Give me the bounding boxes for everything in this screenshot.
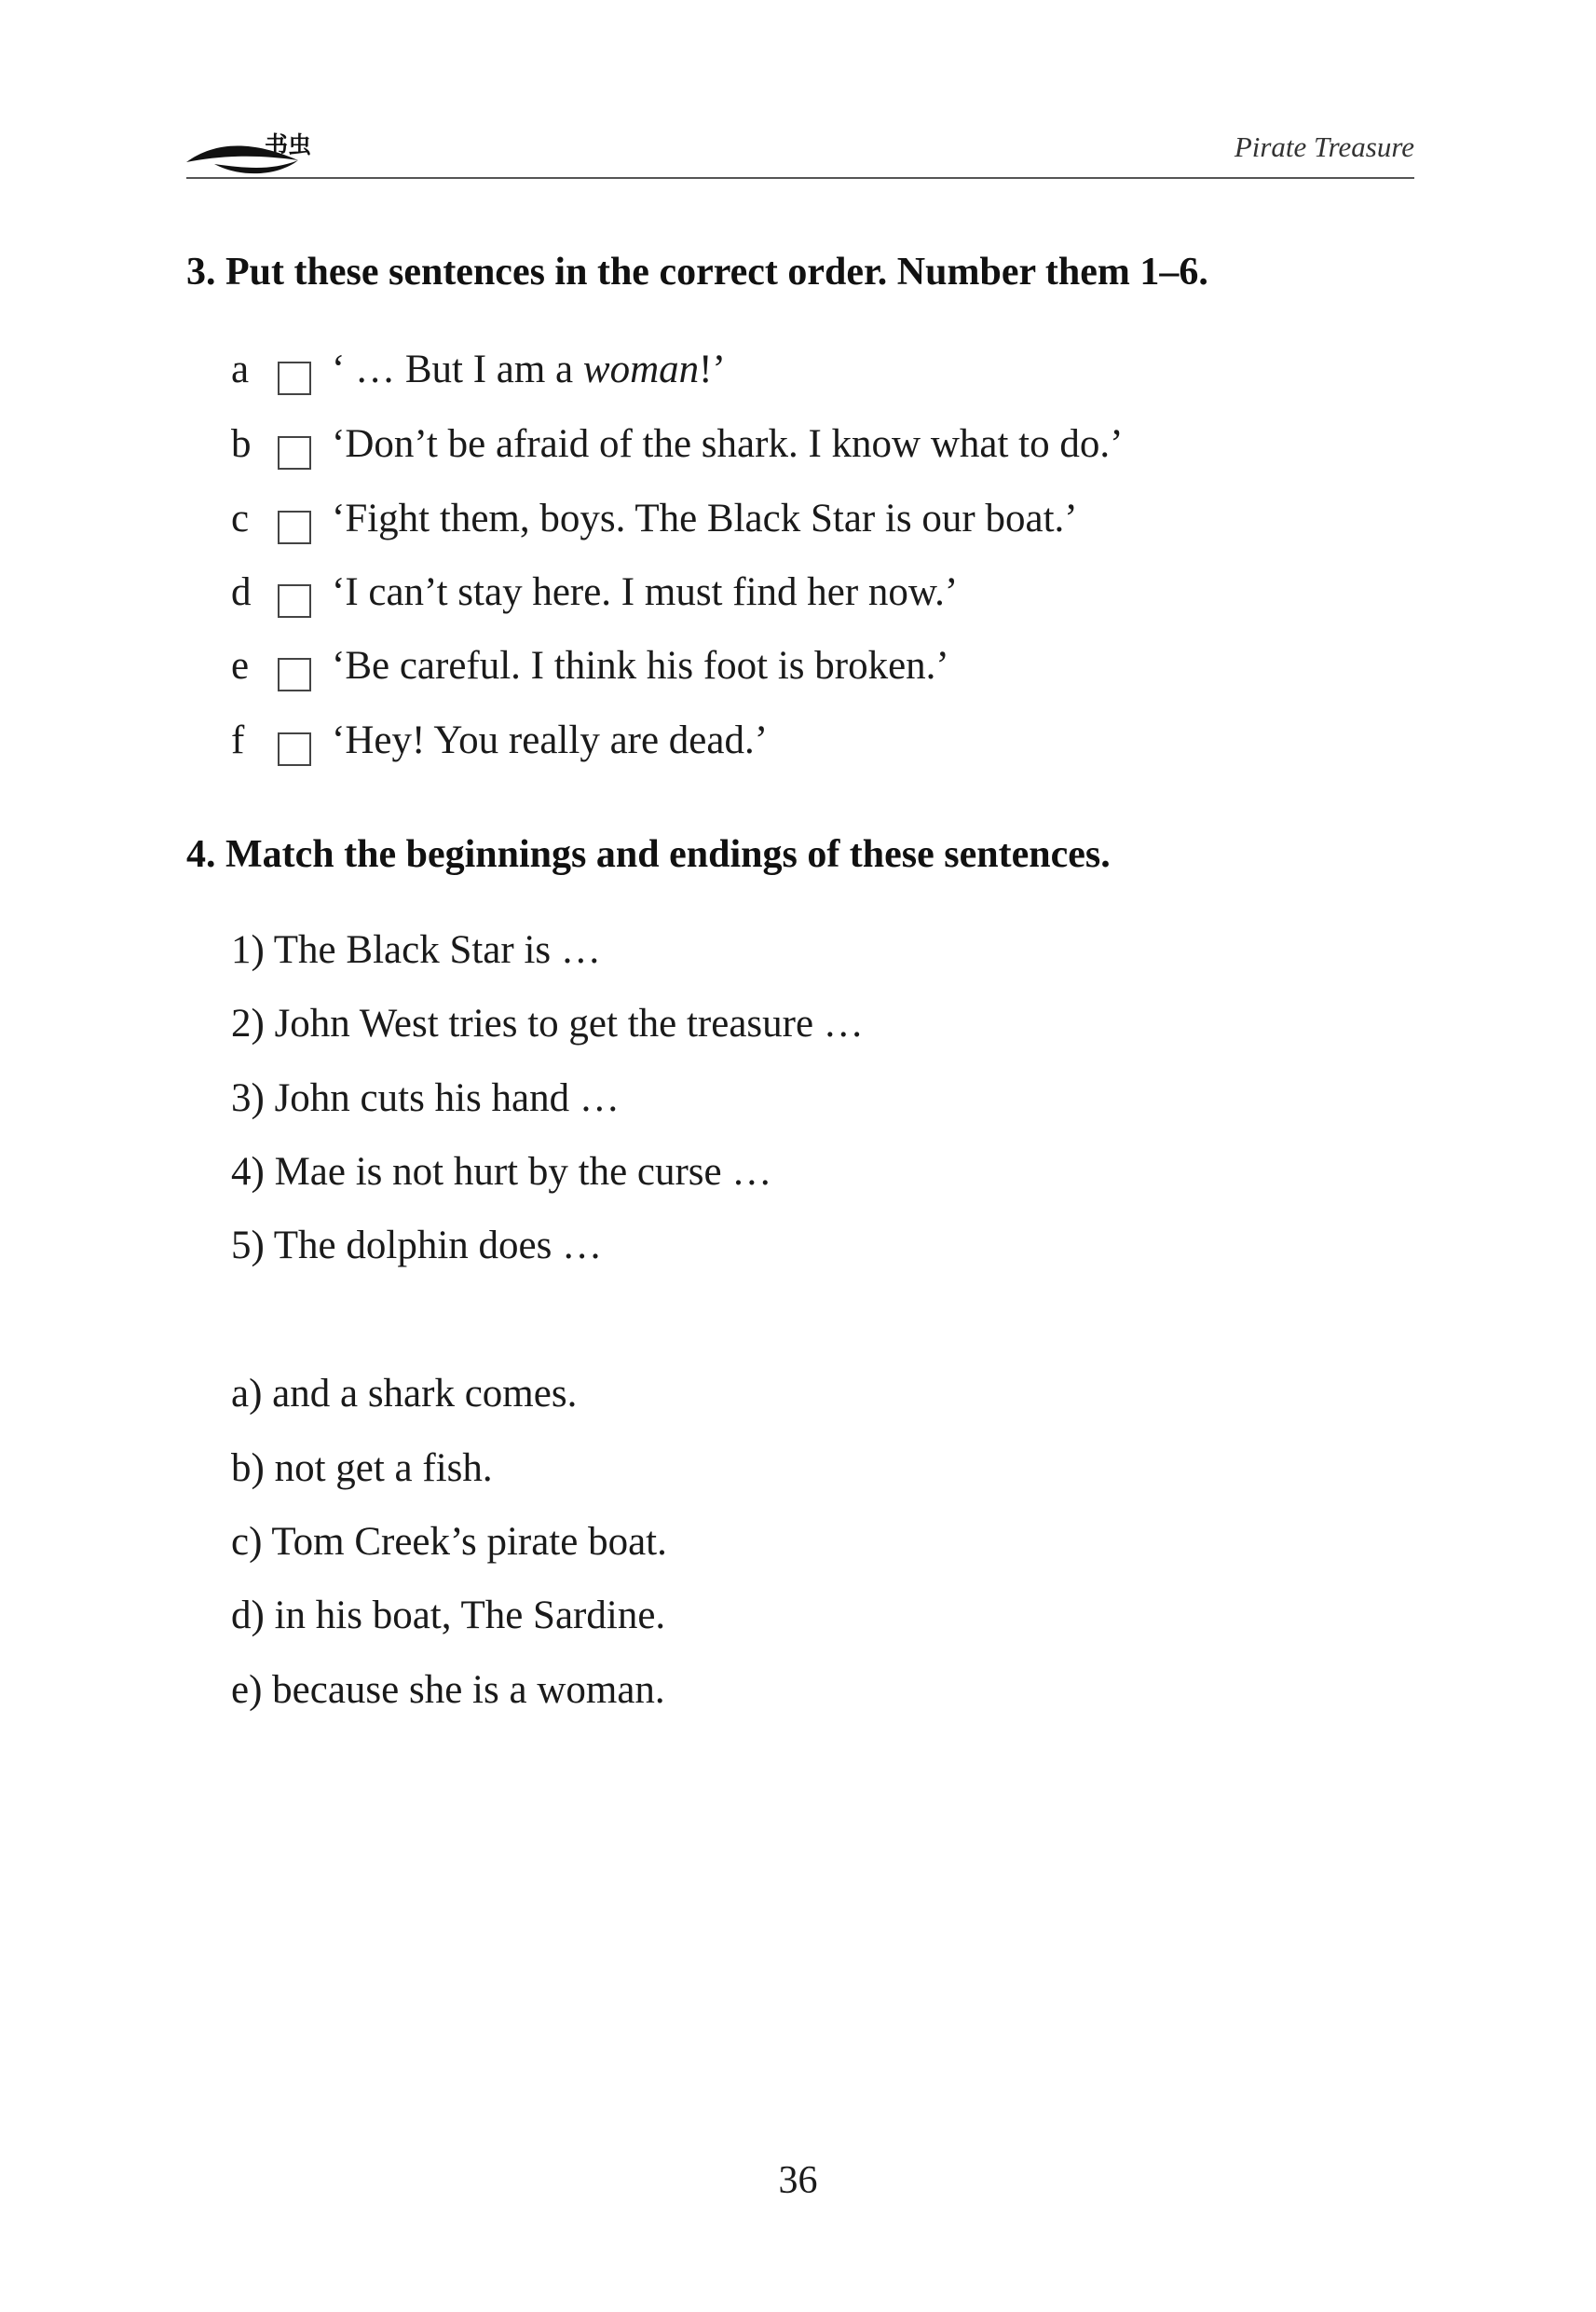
order-item-f [231, 718, 1396, 773]
number-checkbox[interactable] [278, 732, 311, 766]
sentence-ending: b) not get a fish. [231, 1446, 493, 1490]
number-checkbox[interactable] [278, 511, 311, 544]
item-letter: e [231, 644, 250, 688]
number-checkbox[interactable] [278, 362, 311, 395]
item-text: ‘I can’t stay here. I must find her now.’ [332, 570, 959, 614]
question-3-title: 3. Put these sentences in the correct order. Number them 1–6. [186, 251, 1208, 294]
logo-text: 书虫 [265, 131, 312, 158]
order-item-e [231, 643, 1396, 699]
item-text: ‘Fight them, boys. The Black Star is our boat.’ [332, 497, 1078, 540]
bookworm-logo-icon [186, 114, 317, 179]
page-header [186, 104, 1414, 179]
item-letter: c [231, 497, 250, 540]
sentence-ending: a) and a shark comes. [231, 1372, 578, 1416]
order-item-d [231, 569, 1396, 625]
order-item-c [231, 496, 1396, 552]
item-text: ‘Hey! You really are dead.’ [332, 718, 769, 762]
number-checkbox[interactable] [278, 658, 311, 691]
order-item-b [231, 421, 1396, 477]
running-title: Pirate Treasure [1234, 130, 1414, 163]
item-text: ‘ … But I am a woman!’ [332, 348, 726, 391]
order-item-a [231, 347, 1396, 403]
number-checkbox[interactable] [278, 584, 311, 618]
sentence-ending: d) in his boat, The Sardine. [231, 1594, 666, 1637]
item-letter: b [231, 422, 252, 466]
page-number: 36 [778, 2159, 818, 2202]
item-text: ‘Don’t be afraid of the shark. I know what to do.’ [332, 422, 1124, 466]
number-checkbox[interactable] [278, 436, 311, 470]
sentence-beginning: 1) The Black Star is … [231, 928, 601, 972]
sentence-beginning: 4) Mae is not hurt by the curse … [231, 1150, 772, 1194]
item-text: ‘Be careful. I think his foot is broken.’ [332, 644, 949, 688]
sentence-ending: e) because she is a woman. [231, 1668, 665, 1712]
sentence-beginning: 3) John cuts his hand … [231, 1076, 620, 1120]
sentence-beginning: 2) John West tries to get the treasure … [231, 1002, 864, 1046]
sentence-beginning: 5) The dolphin does … [231, 1224, 603, 1267]
item-letter: f [231, 718, 245, 762]
sentence-ending: c) Tom Creek’s pirate boat. [231, 1520, 667, 1564]
item-letter: d [231, 570, 252, 614]
question-4-title: 4. Match the beginnings and endings of these sentences. [186, 833, 1111, 876]
item-letter: a [231, 348, 250, 391]
